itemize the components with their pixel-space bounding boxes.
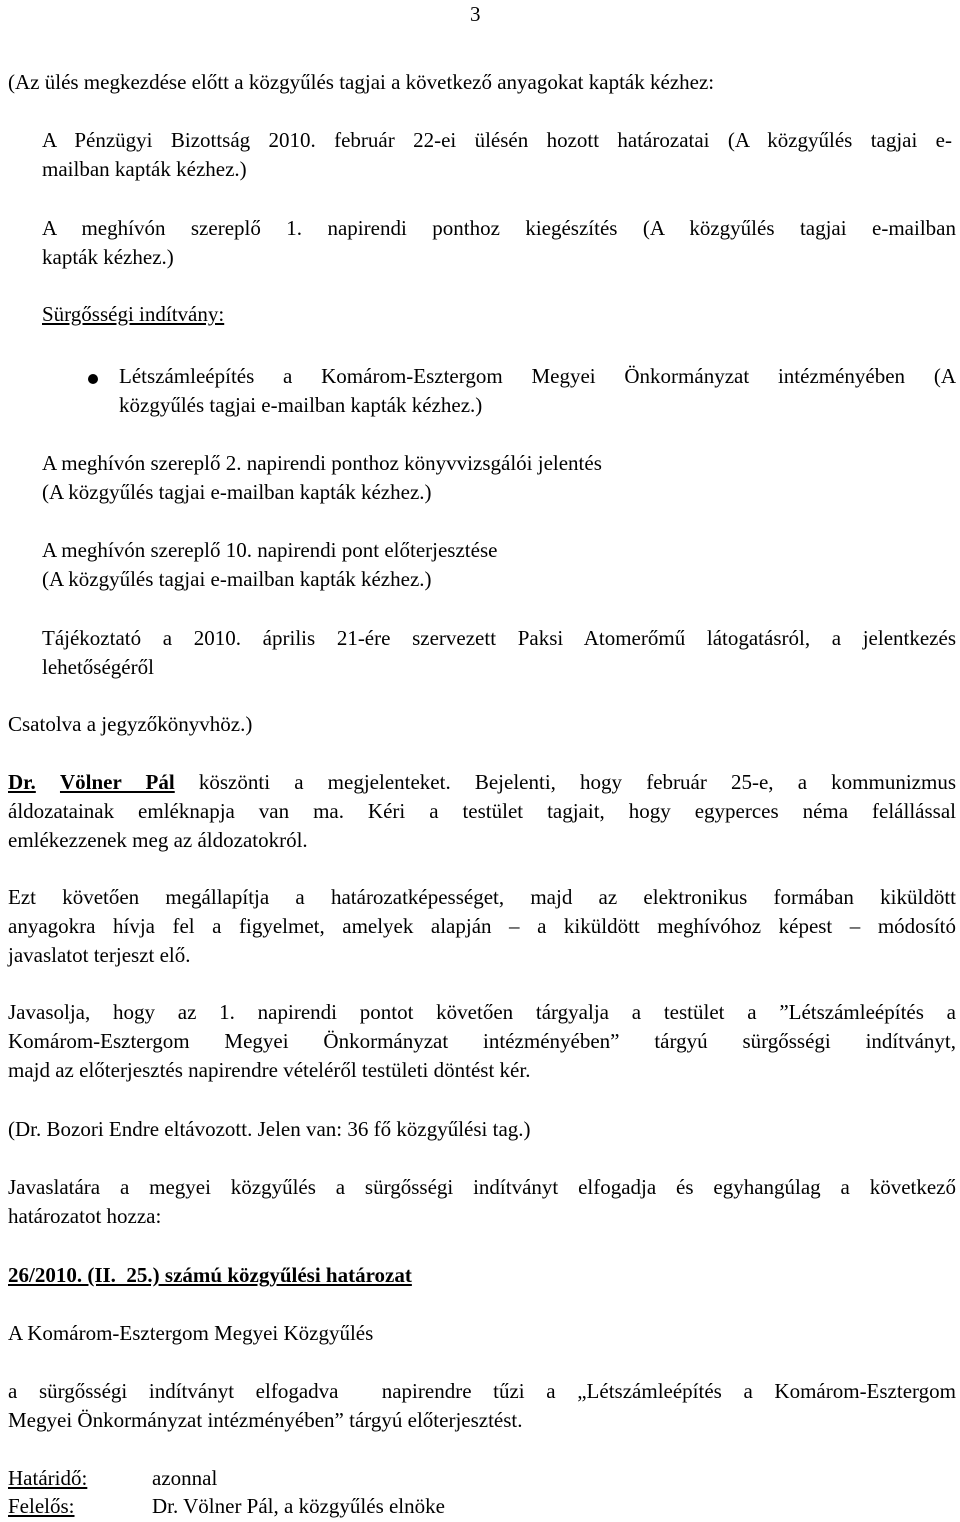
deadline-value: azonnal: [152, 1466, 218, 1490]
paragraph-left: (Dr. Bozori Endre eltávozott. Jelen van: 36 fő közgyűlési tag.): [8, 1117, 531, 1141]
bullet-line: Létszámleépítés a Komárom-Esztergom Megyei Önkormányzat intézményében (A: [119, 364, 956, 388]
paragraph-line: áldozatainak emléknapja van ma. Kéri a testület tagjait, hogy egyperces néma felállással: [8, 799, 956, 823]
responsible-row: [8, 1492, 75, 1521]
paragraph-line: majd az előterjesztés napirendre vételéről testületi döntést kér.: [8, 1058, 531, 1082]
bullet-line: közgyűlés tagjai e-mailban kapták kézhez.): [119, 393, 483, 417]
intro-text: (Az ülés megkezdése előtt a közgyűlés tagjai a következő anyagokat kapták kézhez:: [8, 70, 715, 94]
paragraph-line: Ezt követően megállapítja a határozatképességet, majd az elektronikus formában kiküldött: [8, 885, 956, 909]
paragraph-line: anyagokra hívja fel a figyelmet, amelyek alapján – a kiküldött meghívóhoz képest – módosító: [8, 914, 956, 938]
list-item-line: Tájékoztató a 2010. április 21-ére szervezett Paksi Atomerőmű látogatásról, a jelentkezés: [42, 626, 956, 650]
list-item-line: A meghívón szereplő 10. napirendi pont előterjesztése: [42, 538, 498, 562]
responsible-value: Dr. Völner Pál, a közgyűlés elnöke: [152, 1494, 445, 1518]
list-item: [42, 126, 952, 184]
attached-note: Csatolva a jegyzőkönyvhöz.): [8, 712, 253, 736]
page-number: 3: [470, 2, 481, 26]
resolution-line: Megyei Önkormányzat intézményében” tárgyú előterjesztést.: [8, 1408, 523, 1432]
paragraph-line: Komárom-Esztergom Megyei Önkormányzat intézményében” tárgyú sürgősségi indítványt,: [8, 1029, 956, 1053]
paragraph-line: [8, 768, 956, 797]
resolution-text: [8, 1377, 956, 1435]
list-item-line: (A közgyűlés tagjai e-mailban kapták kézhez.): [42, 567, 432, 591]
paragraph-line: határozatot hozza:: [8, 1204, 162, 1228]
list-item-line: A meghívón szereplő 2. napirendi ponthoz könyvvizsgálói jelentés: [42, 451, 602, 475]
bullet-item: [119, 362, 956, 420]
paragraph-vote: [8, 1173, 956, 1231]
paragraph-line: Javaslatára a megyei közgyűlés a sürgősségi indítványt elfogadja és egyhangúlag a következő: [8, 1175, 956, 1199]
list-item-line: A meghívón szereplő 1. napirendi ponthoz kiegészítés (A közgyűlés tagjai e-mailban: [42, 216, 956, 240]
speaker-title: Dr.: [8, 770, 36, 794]
paragraph-text: köszönti a megjelenteket. Bejelenti, hogy február 25-e, a kommunizmus: [174, 770, 957, 794]
list-item: [42, 624, 956, 682]
deadline-row: [8, 1464, 87, 1493]
deadline-label: Határidő:: [8, 1466, 88, 1490]
speaker-name: Völner Pál: [59, 770, 175, 794]
paragraph-quorum: [8, 883, 956, 970]
resolution-title: 26/2010. (II. 25.) számú közgyűlési határozat: [8, 1263, 412, 1287]
list-item-line: lehetőségéről: [42, 655, 154, 679]
bullet-icon: [88, 374, 98, 384]
list-item: [42, 214, 956, 272]
urgent-heading: Sürgősségi indítvány:: [42, 302, 225, 326]
list-item-line: (A közgyűlés tagjai e-mailban kapták kézhez.): [42, 480, 432, 504]
resolution-line: a sürgősségi indítványt elfogadva napirendre tűzi a „Létszámleépítés a Komárom-Esztergom: [8, 1379, 956, 1403]
paragraph-line: Javasolja, hogy az 1. napirendi pontot követően tárgyalja a testület a ”Létszámleépítés a: [8, 1000, 956, 1024]
list-item-line: kapták kézhez.): [42, 245, 174, 269]
list-item-line: mailban kapták kézhez.): [42, 157, 247, 181]
list-item-line: A Pénzügyi Bizottság 2010. február 22-ei ülésén hozott határozatai (A közgyűlés tagjai e-: [42, 128, 952, 152]
paragraph-line: emlékezzenek meg az áldozatokról.: [8, 828, 308, 852]
paragraph-proposal: [8, 998, 956, 1085]
assembly-name: A Komárom-Esztergom Megyei Közgyűlés: [8, 1321, 374, 1345]
responsible-label: Felelős:: [8, 1494, 75, 1518]
paragraph-line: javaslatot terjeszt elő.: [8, 943, 191, 967]
paragraph-volner: [8, 768, 956, 855]
list-item: [42, 449, 602, 507]
list-item: [42, 536, 497, 594]
